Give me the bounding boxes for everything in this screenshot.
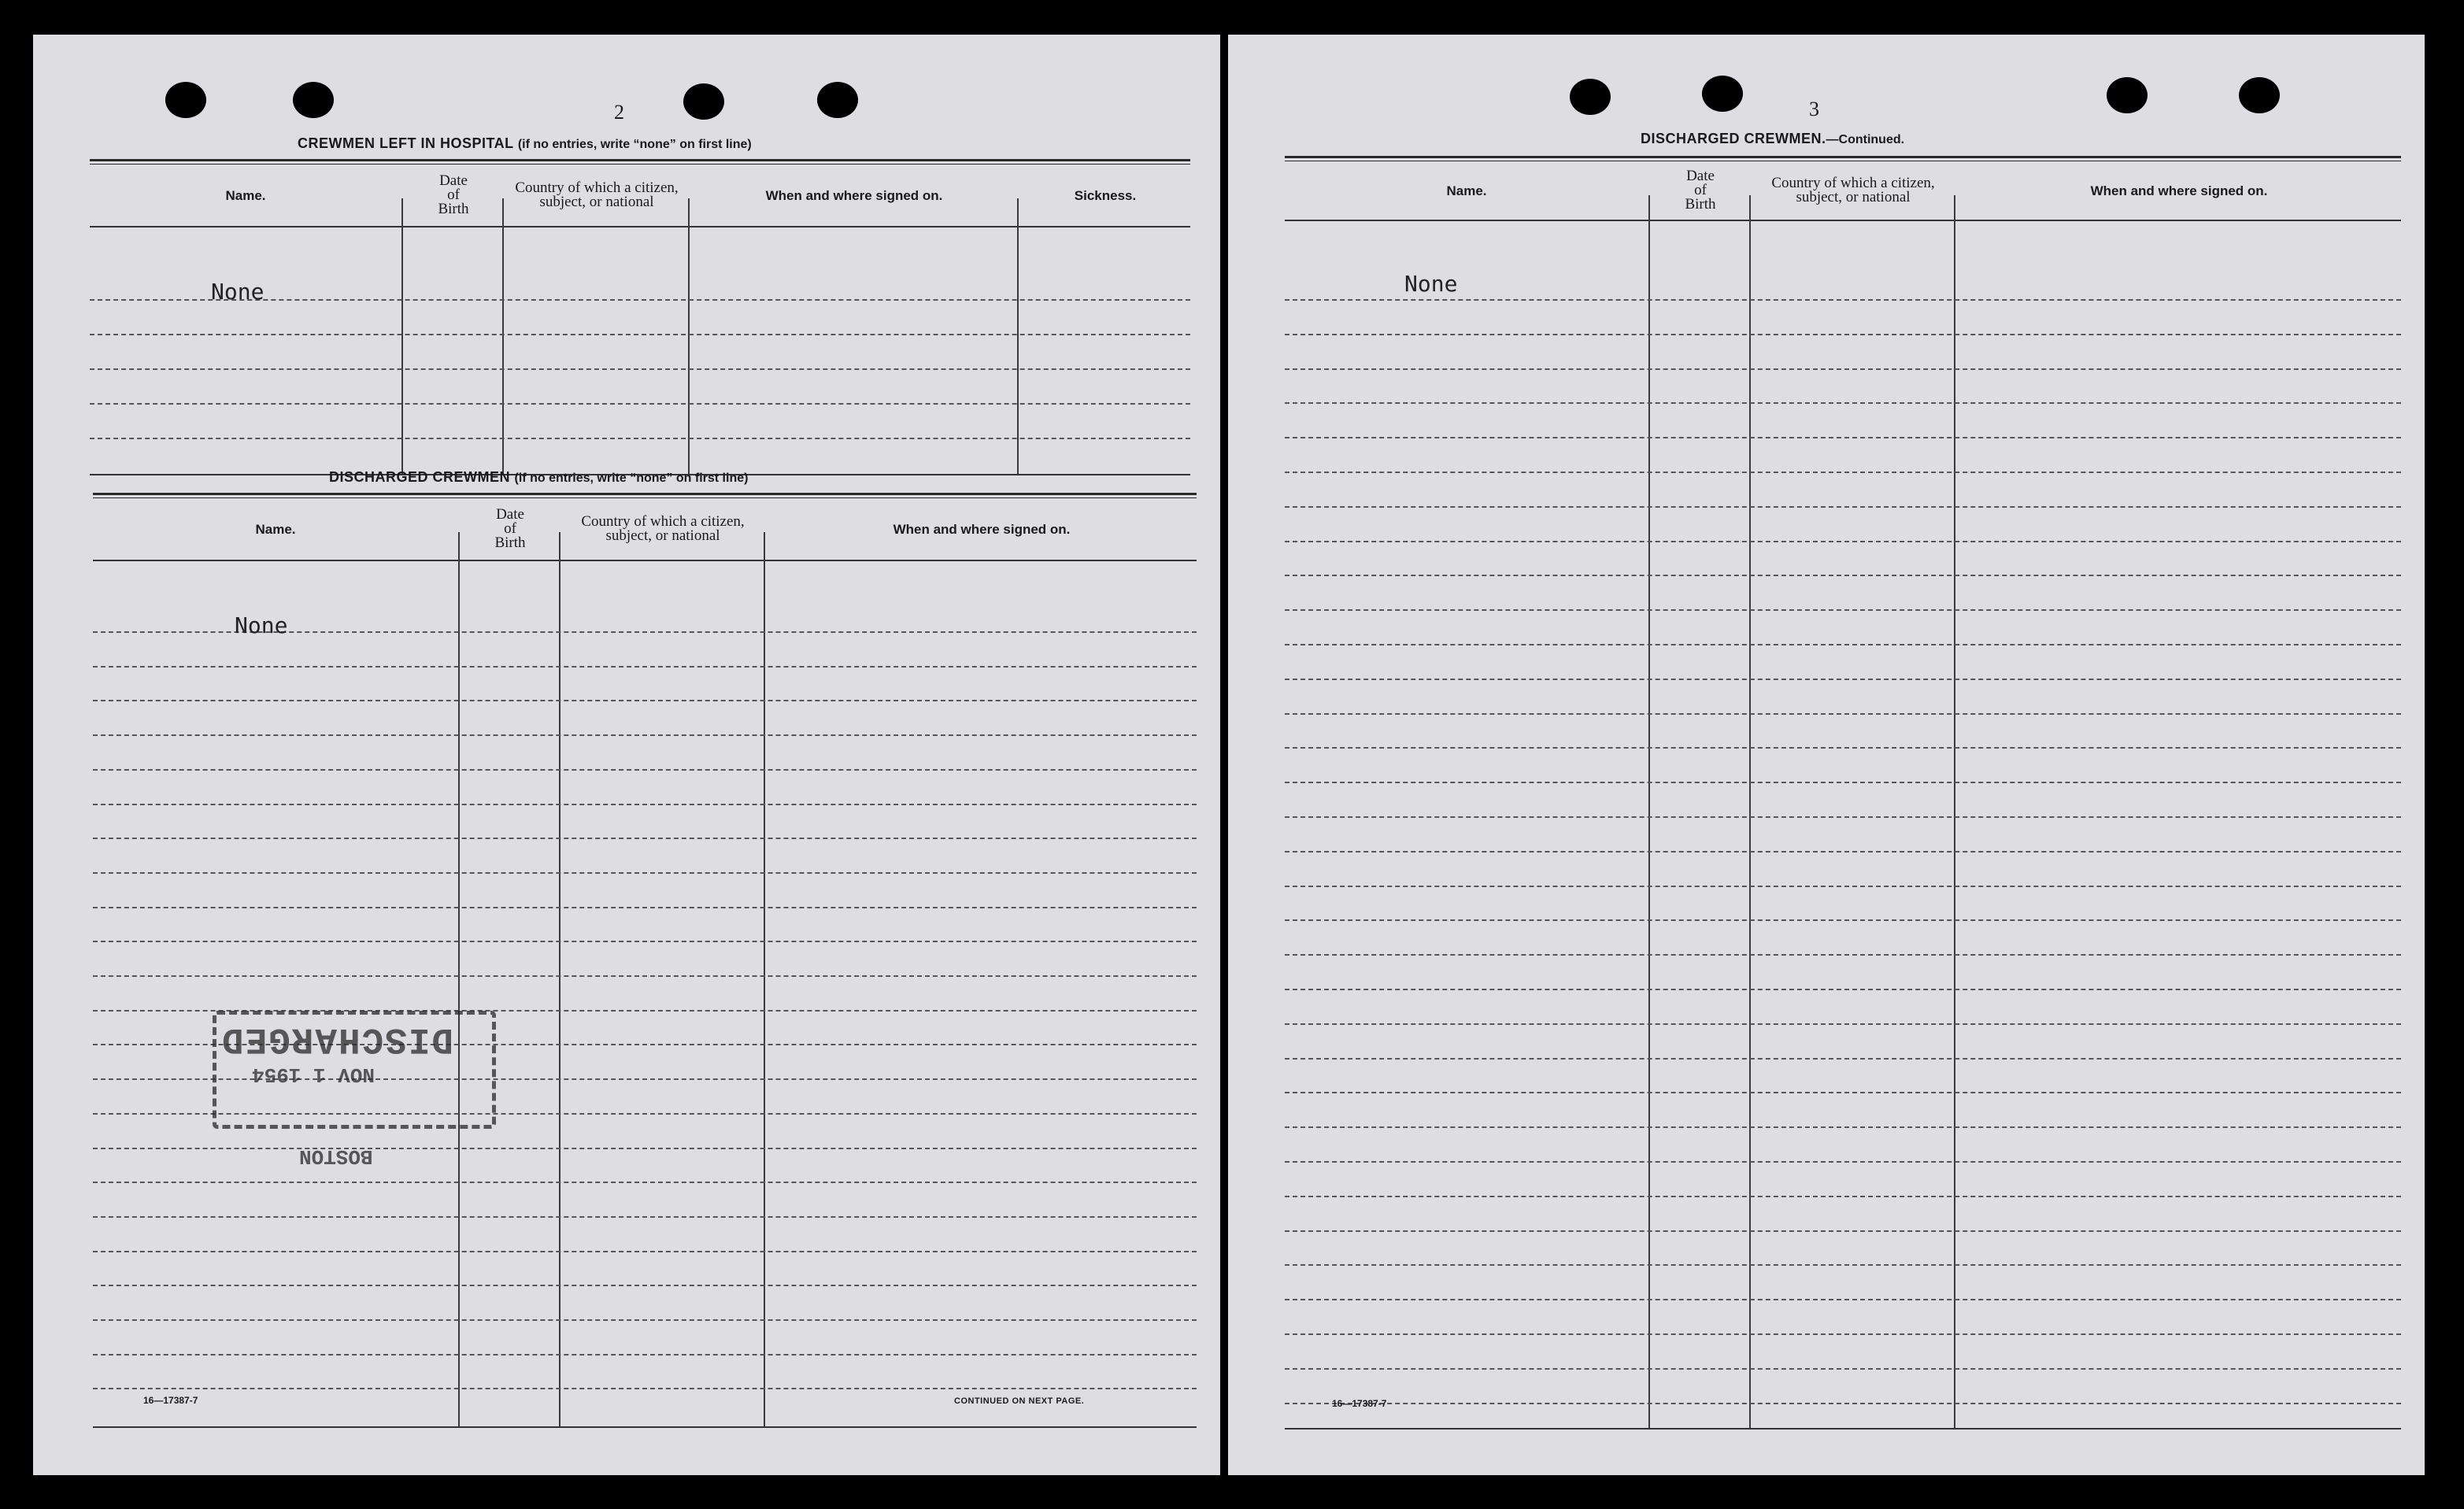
col-signed-header: When and where signed on.: [765, 187, 943, 203]
table-row: [93, 1216, 1197, 1218]
table-row: [1285, 1368, 2401, 1370]
stamp-line2: NOV 1 1954: [252, 1063, 376, 1086]
col-dob-header: Date of Birth: [438, 172, 469, 217]
discharged-first-entry: None: [235, 612, 288, 638]
table-row: [1285, 989, 2401, 990]
form-code: 16—17387-7: [143, 1395, 198, 1406]
discharged-continued-title: [1641, 131, 1904, 147]
table-row: [93, 804, 1197, 805]
title-note: —Continued.: [1826, 133, 1905, 146]
discharge-stamp: [181, 979, 504, 1184]
punch-hole: [2107, 77, 2148, 113]
hospital-title-text: CREWMEN LEFT IN HOSPITAL: [298, 135, 514, 151]
table-row: [1285, 1196, 2401, 1197]
table-row: [1285, 1092, 2401, 1093]
hospital-first-entry: None: [211, 279, 265, 305]
table-row: [1285, 1230, 2401, 1232]
right-page: [1228, 35, 2425, 1475]
table-row: [1285, 886, 2401, 887]
table-row: [1285, 1264, 2401, 1266]
hospital-title-note: (if no entries, write “none” on first line): [517, 138, 752, 151]
col-signed-header: When and where signed on.: [893, 521, 1071, 537]
table-row: [1285, 954, 2401, 956]
table-row: [1285, 575, 2401, 576]
table-row: [93, 666, 1197, 668]
table-row: [1285, 541, 2401, 542]
hospital-table-header: [90, 165, 1190, 227]
left-page: [33, 35, 1220, 1475]
table-row: [1285, 1333, 2401, 1335]
table-row: [1285, 334, 2401, 335]
col-name-header: Name.: [255, 521, 296, 537]
table-row: [1285, 851, 2401, 853]
col-dob-header: Date of Birth: [1685, 168, 1716, 213]
col-sickness-header: Sickness.: [1074, 187, 1137, 203]
table-row: [1285, 506, 2401, 508]
table-row: [93, 769, 1197, 771]
punch-hole: [683, 83, 724, 120]
punch-hole: [1702, 76, 1743, 112]
col-country-header: Country of which a citizen, subject, or national: [581, 513, 745, 544]
table-row: [93, 700, 1197, 701]
table-row: [93, 941, 1197, 942]
page-number: 2: [614, 101, 624, 124]
stamp-line3: BOSTON: [299, 1145, 373, 1168]
table-row: [1285, 747, 2401, 749]
table-row: [93, 872, 1197, 874]
table-row: [1285, 1023, 2401, 1025]
table-row: [1285, 1403, 2401, 1404]
discharged-section-title: [329, 469, 748, 486]
punch-hole: [2239, 77, 2280, 113]
table-row: [1285, 299, 2401, 301]
col-country-header: Country of which a citizen, subject, or national: [515, 179, 679, 210]
form-code: 16—17387-7: [1332, 1398, 1387, 1409]
hospital-section-title: [298, 135, 752, 152]
punch-hole: [165, 82, 206, 118]
stamp-line1: DISCHARGED: [220, 1019, 454, 1060]
table-row: [1285, 437, 2401, 438]
continued-note: CONTINUED ON NEXT PAGE.: [954, 1396, 1085, 1406]
table-row: [1285, 1058, 2401, 1060]
col-signed-header: When and where signed on.: [2090, 183, 2268, 198]
table-row: [1285, 919, 2401, 921]
discharged-title-note: (if no entries, write “none” on first line): [514, 472, 749, 485]
table-row: [1285, 368, 2401, 370]
table-row: [93, 1251, 1197, 1252]
col-name-header: Name.: [1446, 183, 1487, 198]
table-row: [1285, 402, 2401, 404]
table-header: [1285, 161, 2401, 221]
discharged-table-header: [93, 498, 1197, 561]
punch-hole: [1570, 79, 1611, 115]
title-text: DISCHARGED CREWMEN.: [1641, 131, 1826, 146]
table-row: [1285, 1299, 2401, 1300]
page-number: 3: [1809, 98, 1819, 120]
table-row: [1285, 816, 2401, 818]
table-row: [1285, 782, 2401, 783]
table-row: [1285, 609, 2401, 611]
table-row: [93, 838, 1197, 839]
punch-hole: [817, 82, 858, 118]
table-row: [93, 907, 1197, 908]
punch-hole: [293, 82, 334, 118]
right-first-entry: None: [1404, 271, 1458, 297]
table-row: [1285, 644, 2401, 645]
table-row: [93, 1285, 1197, 1286]
discharged-continued-table: [1285, 156, 2401, 1431]
hospital-table: [90, 159, 1190, 477]
table-row: [93, 734, 1197, 736]
table-row: [1285, 713, 2401, 715]
table-row: [93, 1354, 1197, 1356]
table-row: [93, 1388, 1197, 1389]
col-dob-header: Date of Birth: [494, 506, 526, 551]
table-row: [93, 1319, 1197, 1321]
col-country-header: Country of which a citizen, subject, or national: [1771, 175, 1935, 205]
table-row: [1285, 679, 2401, 680]
table-row: [1285, 472, 2401, 473]
discharged-title-text: DISCHARGED CREWMEN: [329, 469, 511, 485]
table-row: [1285, 1126, 2401, 1128]
col-name-header: Name.: [225, 187, 266, 203]
table-row: [1285, 1161, 2401, 1163]
table-row: [93, 975, 1197, 977]
